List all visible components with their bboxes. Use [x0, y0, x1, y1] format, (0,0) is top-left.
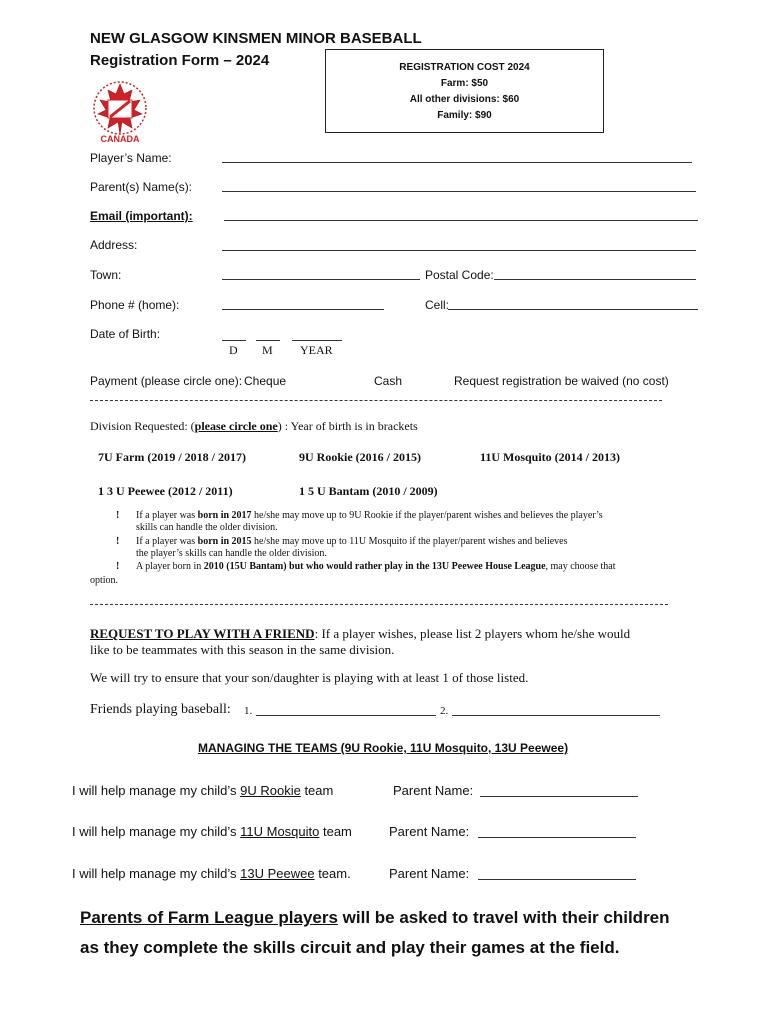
manage-peewee-parent-field[interactable] [478, 869, 636, 880]
postal-code-field[interactable] [494, 269, 696, 280]
divider [90, 604, 668, 605]
division-9u-rookie[interactable]: 9U Rookie (2016 / 2015) [299, 450, 421, 464]
division-7u-farm[interactable]: 7U Farm (2019 / 2018 / 2017) [98, 450, 246, 464]
payment-cheque-option[interactable]: Cheque [244, 374, 287, 388]
division-prefix: Division Requested: ( [90, 419, 195, 433]
note-bullet-3: ! [116, 561, 120, 572]
friend-2-field[interactable] [452, 705, 660, 716]
division-instructions [90, 419, 418, 434]
note-3-cont: option. [90, 575, 119, 586]
postal-code-label: Postal Code: [425, 268, 494, 282]
town-field[interactable] [222, 269, 420, 280]
friend-1-number: 1. [244, 705, 253, 717]
friend-heading: REQUEST TO PLAY WITH A FRIEND [90, 626, 315, 641]
dob-label: Date of Birth: [90, 327, 161, 341]
manage-peewee-parent-label: Parent Name: [389, 866, 470, 881]
manage-peewee-text: I will help manage my child’s 13U Peewee team. [72, 866, 351, 881]
division-13u-peewee[interactable]: 1 3 U Peewee (2012 / 2011) [98, 484, 233, 498]
dob-day-field[interactable] [222, 330, 246, 341]
footer-line-1: Parents of Farm League players will be asked to travel with their children [80, 908, 670, 927]
friend-1-field[interactable] [256, 705, 436, 716]
friend-request-line-1: REQUEST TO PLAY WITH A FRIEND: If a player wishes, please list 2 players whom he/she would [90, 626, 631, 641]
logo-canada-text: CANADA [100, 134, 140, 144]
registration-cost-box [325, 49, 604, 133]
dob-m-label: M [262, 343, 273, 357]
friend-2-number: 2. [440, 705, 449, 717]
kinsmen-maple-leaf-logo [88, 74, 152, 150]
cost-farm: Farm: $50 [440, 78, 489, 89]
manage-rookie-parent-label: Parent Name: [393, 783, 474, 798]
note-bullet-1: ! [116, 510, 120, 521]
cost-title: REGISTRATION COST 2024 [399, 62, 530, 73]
dob-d-label: D [229, 343, 238, 357]
dob-year-label: YEAR [300, 343, 333, 357]
footer-emphasis: Parents of Farm League players [80, 908, 338, 927]
org-title: NEW GLASGOW KINSMEN MINOR BASEBALL [90, 30, 422, 47]
payment-cash-option[interactable]: Cash [374, 374, 403, 388]
town-label: Town: [90, 268, 122, 282]
manage-mosquito-text: I will help manage my child’s 11U Mosquito team [72, 824, 352, 839]
email-label: Email (important): [90, 209, 193, 223]
cost-family: Family: $90 [437, 110, 492, 121]
player-name-label: Player’s Name: [90, 151, 172, 165]
form-title: Registration Form – 2024 [90, 52, 270, 69]
cell-field[interactable] [448, 299, 698, 310]
phone-field[interactable] [222, 299, 384, 310]
phone-label: Phone # (home): [90, 298, 180, 312]
manage-mosquito-parent-field[interactable] [478, 827, 636, 838]
dob-year-field[interactable] [292, 330, 342, 341]
friend-request-line-3: We will try to ensure that your son/daughter is playing with at least 1 of those listed. [90, 670, 529, 685]
address-label: Address: [90, 238, 138, 252]
note-2-cont: the player’s skills can handle the older division. [136, 548, 327, 559]
divider [90, 400, 662, 401]
division-15u-bantam[interactable]: 1 5 U Bantam (2010 / 2009) [299, 484, 438, 498]
address-field[interactable] [222, 240, 696, 251]
division-11u-mosquito[interactable]: 11U Mosquito (2014 / 2013) [480, 450, 621, 464]
note-1-cont: skills can handle the older division. [136, 522, 278, 533]
friend-request-line-2: like to be teammates with this season in the same division. [90, 642, 395, 657]
payment-label: Payment (please circle one): [90, 374, 243, 388]
parent-names-label: Parent(s) Name(s): [90, 180, 193, 194]
division-suffix: ) : Year of birth is in brackets [277, 419, 418, 433]
parent-names-field[interactable] [222, 181, 696, 192]
payment-waived-option[interactable]: Request registration be waived (no cost) [454, 374, 669, 388]
dob-month-field[interactable] [256, 330, 280, 341]
note-bullet-2: ! [116, 536, 120, 547]
cost-other: All other divisions: $60 [409, 94, 520, 105]
managing-heading: MANAGING THE TEAMS (9U Rookie, 11U Mosquito, 13U Peewee) [198, 741, 569, 755]
footer-line-2: as they complete the skills circuit and play their games at the field. [80, 938, 620, 957]
note-3: A player born in 2010 (15U Bantam) but who would rather play in the 13U Peewee House League, may choose that [136, 561, 616, 572]
manage-mosquito-parent-label: Parent Name: [389, 824, 470, 839]
note-2: If a player was born in 2015 he/she may move up to 11U Mosquito if the player/parent wishes and believes [136, 536, 568, 547]
friends-label: Friends playing baseball: [90, 702, 231, 717]
player-name-field[interactable] [222, 152, 692, 163]
note-1: If a player was born in 2017 he/she may move up to 9U Rookie if the player/parent wishes and believes the player’s [136, 510, 603, 521]
division-circle-note: please circle one [194, 419, 278, 433]
manage-rookie-text: I will help manage my child’s 9U Rookie team [72, 783, 334, 798]
email-field[interactable] [224, 210, 698, 221]
cell-label: Cell: [425, 298, 450, 312]
manage-rookie-parent-field[interactable] [480, 786, 638, 797]
